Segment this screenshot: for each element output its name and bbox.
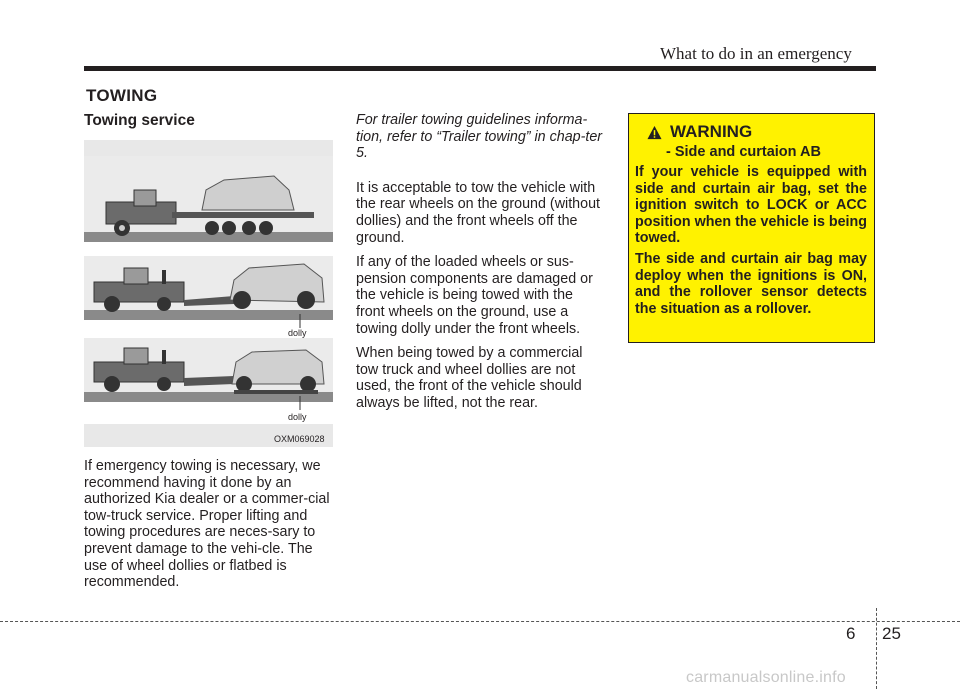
middle-column: [356, 112, 604, 420]
warning-title: WARNING: [670, 122, 753, 141]
warning-header: [635, 122, 867, 142]
footer-rule: [0, 621, 960, 622]
dolly-label-2: dolly: [288, 412, 307, 422]
warning-paragraph-2: The side and curtain air bag may deploy when the ignitions is ON, and the rollover sensor detects the situation as a rollover.: [635, 250, 867, 317]
section-title: TOWING: [86, 86, 158, 105]
towing-illustration: [84, 140, 333, 447]
tow-paragraph-2: If any of the loaded wheels or sus-pension components are damaged or the vehicle is being towed with the front wheels on the ground, use a towing dolly under the front wheels.: [356, 254, 593, 337]
warning-paragraph-1: If your vehicle is equipped with side and curtain air bag, set the ignition switch to LOCK or ACC position when the vehicle is being towed.: [635, 164, 867, 247]
section-header: What to do in an emergency: [660, 44, 852, 63]
trailer-towing-reference: For trailer towing guidelines informa-tion, refer to “Trailer towing” in chap-ter 5.: [356, 112, 603, 162]
warning-box: [628, 113, 875, 343]
left-body-text: If emergency towing is necessary, we recommend having it done by an authorized Kia dealer or a commer-cial tow-truck service. Proper lifting and towing procedures are neces-sary to prevent damage to the vehi-cle. The use of wheel dollies or flatbed is recommended.: [84, 458, 330, 591]
tow-paragraph-3: When being towed by a commercial tow truck and wheel dollies are not used, the front of the vehicle should always be lifted, not the rear.: [356, 345, 583, 411]
illustration-code: OXM069028: [274, 434, 325, 444]
warning-subtitle: - Side and curtaion AB: [666, 144, 821, 160]
tow-paragraph-1: It is acceptable to tow the vehicle with the rear wheels on the ground (without dollies) and the front wheels off the ground.: [356, 179, 600, 246]
warning-triangle-icon: [647, 125, 662, 140]
dolly-label-1: dolly: [288, 328, 307, 338]
page-number-divider: [876, 608, 877, 689]
subheading: Towing service: [84, 112, 195, 129]
page-number: 25: [882, 624, 901, 643]
watermark: carmanualsonline.info: [686, 669, 846, 686]
chapter-number: 6: [846, 624, 856, 643]
header-rule: [84, 66, 876, 71]
